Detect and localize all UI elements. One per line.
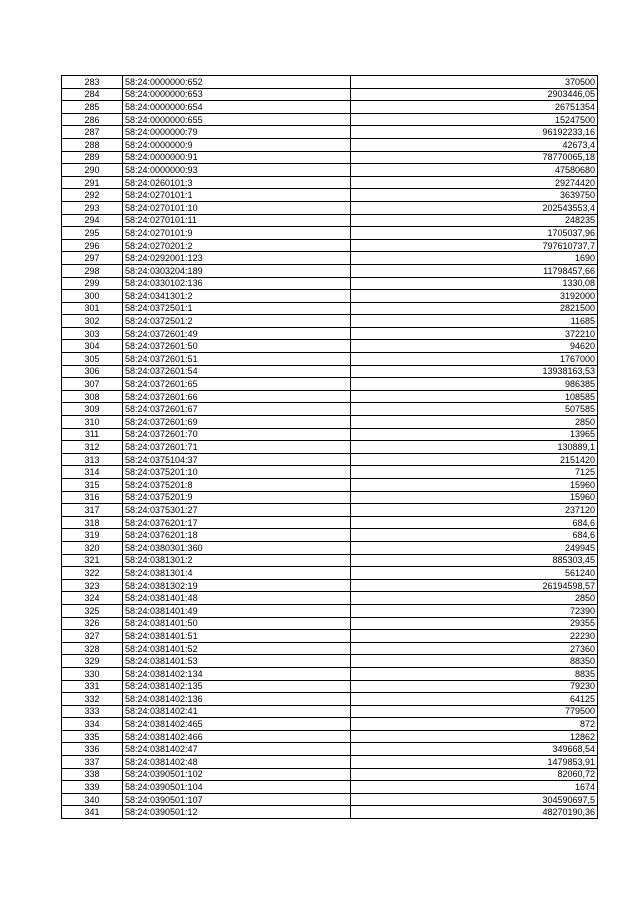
row-number-cell: 333: [62, 705, 123, 718]
table-row: [62, 290, 598, 303]
row-number-cell: 321: [62, 554, 123, 567]
cadastral-number-cell: 58:24:0000000:652: [123, 76, 351, 89]
table-row: [62, 617, 598, 630]
cadastral-number-cell: 58:24:0376201:18: [123, 529, 351, 542]
row-number-cell: 326: [62, 617, 123, 630]
table-row: [62, 718, 598, 731]
row-number-cell: 308: [62, 390, 123, 403]
cadastral-number-cell: 58:24:0375201:8: [123, 479, 351, 492]
table-row: [62, 541, 598, 554]
table-row: [62, 227, 598, 240]
table-row: [62, 164, 598, 177]
cadastral-number-cell: 58:24:0292001:123: [123, 252, 351, 265]
cadastral-number-cell: 58:24:0372601:49: [123, 327, 351, 340]
value-cell: 202543553,4: [351, 201, 598, 214]
cadastral-number-cell: 58:24:0390501:104: [123, 781, 351, 794]
table-row: [62, 113, 598, 126]
table-row: [62, 479, 598, 492]
cadastral-number-cell: 58:24:0000000:79: [123, 126, 351, 139]
value-cell: 88350: [351, 655, 598, 668]
cadastral-number-cell: 58:24:0381401:52: [123, 642, 351, 655]
table-row: [62, 151, 598, 164]
cadastral-number-cell: 58:24:0372601:69: [123, 416, 351, 429]
row-number-cell: 323: [62, 579, 123, 592]
row-number-cell: 329: [62, 655, 123, 668]
table-row: [62, 88, 598, 101]
cadastral-number-cell: 58:24:0381402:135: [123, 680, 351, 693]
cadastral-number-cell: 58:24:0270101:1: [123, 189, 351, 202]
table-row: [62, 138, 598, 151]
value-cell: 15960: [351, 479, 598, 492]
table-row: [62, 353, 598, 366]
table-row: [62, 327, 598, 340]
row-number-cell: 288: [62, 138, 123, 151]
row-number-cell: 335: [62, 730, 123, 743]
row-number-cell: 336: [62, 743, 123, 756]
table-row: [62, 781, 598, 794]
value-cell: 13965: [351, 428, 598, 441]
row-number-cell: 322: [62, 567, 123, 580]
cadastral-number-cell: 58:24:0372601:54: [123, 365, 351, 378]
cadastral-number-cell: 58:24:0000000:93: [123, 164, 351, 177]
cadastral-number-cell: 58:24:0381401:49: [123, 604, 351, 617]
cadastral-number-cell: 58:24:0260101:3: [123, 176, 351, 189]
row-number-cell: 304: [62, 340, 123, 353]
table-row: [62, 743, 598, 756]
value-cell: 79230: [351, 680, 598, 693]
row-number-cell: 330: [62, 667, 123, 680]
row-number-cell: 307: [62, 378, 123, 391]
table-row: [62, 365, 598, 378]
value-cell: 72390: [351, 604, 598, 617]
value-cell: 248235: [351, 214, 598, 227]
cadastral-number-cell: 58:24:0381402:134: [123, 667, 351, 680]
cadastral-number-cell: 58:24:0341301:2: [123, 290, 351, 303]
value-cell: 94620: [351, 340, 598, 353]
cadastral-number-cell: 58:24:0390501:102: [123, 768, 351, 781]
value-cell: 1479853,91: [351, 756, 598, 769]
row-number-cell: 317: [62, 504, 123, 517]
value-cell: 29355: [351, 617, 598, 630]
table-row: [62, 529, 598, 542]
table-row: [62, 315, 598, 328]
value-cell: 26194598,57: [351, 579, 598, 592]
table-row: [62, 214, 598, 227]
table-row: [62, 428, 598, 441]
table-row: [62, 453, 598, 466]
row-number-cell: 320: [62, 541, 123, 554]
cadastral-number-cell: 58:24:0381402:48: [123, 756, 351, 769]
cadastral-number-cell: 58:24:0390501:12: [123, 806, 351, 819]
table-row: [62, 655, 598, 668]
value-cell: 108585: [351, 390, 598, 403]
value-cell: 48270190,36: [351, 806, 598, 819]
value-cell: 7125: [351, 466, 598, 479]
value-cell: 2850: [351, 416, 598, 429]
cadastral-number-cell: 58:24:0381301:4: [123, 567, 351, 580]
table-row: [62, 302, 598, 315]
value-cell: 1330,08: [351, 277, 598, 290]
row-number-cell: 319: [62, 529, 123, 542]
value-cell: 872: [351, 718, 598, 731]
value-cell: 797610737,7: [351, 239, 598, 252]
row-number-cell: 312: [62, 441, 123, 454]
table-row: [62, 378, 598, 391]
value-cell: 885303,45: [351, 554, 598, 567]
cadastral-number-cell: 58:24:0381402:466: [123, 730, 351, 743]
row-number-cell: 338: [62, 768, 123, 781]
table-row: [62, 340, 598, 353]
table-row: [62, 441, 598, 454]
cadastral-number-cell: 58:24:0372601:65: [123, 378, 351, 391]
cadastral-number-cell: 58:24:0381401:50: [123, 617, 351, 630]
cadastral-number-cell: 58:24:0372601:67: [123, 403, 351, 416]
row-number-cell: 292: [62, 189, 123, 202]
value-cell: 507585: [351, 403, 598, 416]
table-row: [62, 768, 598, 781]
cadastral-number-cell: 58:24:0372501:1: [123, 302, 351, 315]
row-number-cell: 298: [62, 264, 123, 277]
cadastral-number-cell: 58:24:0000000:91: [123, 151, 351, 164]
row-number-cell: 300: [62, 290, 123, 303]
table-row: [62, 239, 598, 252]
cadastral-number-cell: 58:24:0376201:17: [123, 516, 351, 529]
cadastral-number-cell: 58:24:0381402:47: [123, 743, 351, 756]
table-row: [62, 667, 598, 680]
row-number-cell: 283: [62, 76, 123, 89]
cadastral-number-cell: 58:24:0270201:2: [123, 239, 351, 252]
cadastral-number-cell: 58:24:0372601:66: [123, 390, 351, 403]
row-number-cell: 311: [62, 428, 123, 441]
table-row: [62, 390, 598, 403]
table-row: [62, 466, 598, 479]
cadastral-number-cell: 58:24:0372601:50: [123, 340, 351, 353]
row-number-cell: 295: [62, 227, 123, 240]
cadastral-number-cell: 58:24:0270101:11: [123, 214, 351, 227]
cadastral-number-cell: 58:24:0372501:2: [123, 315, 351, 328]
table-row: [62, 567, 598, 580]
cadastral-number-cell: 58:24:0381302:19: [123, 579, 351, 592]
cadastral-number-cell: 58:24:0381402:136: [123, 693, 351, 706]
row-number-cell: 314: [62, 466, 123, 479]
value-cell: 2821500: [351, 302, 598, 315]
row-number-cell: 306: [62, 365, 123, 378]
value-cell: 2903446,05: [351, 88, 598, 101]
value-cell: 3192000: [351, 290, 598, 303]
value-cell: 684,6: [351, 516, 598, 529]
table-body: [62, 76, 598, 819]
cadastral-number-cell: 58:24:0000000:655: [123, 113, 351, 126]
row-number-cell: 332: [62, 693, 123, 706]
table-row: [62, 680, 598, 693]
table-row: [62, 176, 598, 189]
value-cell: 82060,72: [351, 768, 598, 781]
cadastral-number-cell: 58:24:0381301:2: [123, 554, 351, 567]
value-cell: 15247500: [351, 113, 598, 126]
cadastral-number-cell: 58:24:0000000:654: [123, 101, 351, 114]
value-cell: 47580680: [351, 164, 598, 177]
table-row: [62, 793, 598, 806]
row-number-cell: 328: [62, 642, 123, 655]
cadastral-number-cell: 58:24:0372601:71: [123, 441, 351, 454]
table-row: [62, 201, 598, 214]
table-row: [62, 126, 598, 139]
table-row: [62, 579, 598, 592]
row-number-cell: 296: [62, 239, 123, 252]
value-cell: 2850: [351, 592, 598, 605]
row-number-cell: 325: [62, 604, 123, 617]
table-row: [62, 642, 598, 655]
table-row: [62, 730, 598, 743]
value-cell: 42673,4: [351, 138, 598, 151]
row-number-cell: 315: [62, 479, 123, 492]
value-cell: 2151420: [351, 453, 598, 466]
value-cell: 1690: [351, 252, 598, 265]
cadastral-number-cell: 58:24:0375301:27: [123, 504, 351, 517]
table-row: [62, 277, 598, 290]
table-row: [62, 516, 598, 529]
value-cell: 11798457,66: [351, 264, 598, 277]
value-cell: 22230: [351, 630, 598, 643]
table-row: [62, 806, 598, 819]
table-row: [62, 416, 598, 429]
row-number-cell: 313: [62, 453, 123, 466]
cadastral-number-cell: 58:24:0375201:10: [123, 466, 351, 479]
value-cell: 130889,1: [351, 441, 598, 454]
row-number-cell: 337: [62, 756, 123, 769]
row-number-cell: 331: [62, 680, 123, 693]
row-number-cell: 327: [62, 630, 123, 643]
row-number-cell: 316: [62, 491, 123, 504]
cadastral-number-cell: 58:24:0330102:136: [123, 277, 351, 290]
cadastral-number-cell: 58:24:0270101:10: [123, 201, 351, 214]
row-number-cell: 318: [62, 516, 123, 529]
table-row: [62, 705, 598, 718]
cadastral-number-cell: 58:24:0381401:51: [123, 630, 351, 643]
row-number-cell: 289: [62, 151, 123, 164]
cadastral-number-cell: 58:24:0375201:9: [123, 491, 351, 504]
value-cell: 64125: [351, 693, 598, 706]
cadastral-number-cell: 58:24:0390501:107: [123, 793, 351, 806]
cadastral-number-cell: 58:24:0372601:51: [123, 353, 351, 366]
value-cell: 561240: [351, 567, 598, 580]
value-cell: 26751354: [351, 101, 598, 114]
cadastral-number-cell: 58:24:0303204:189: [123, 264, 351, 277]
row-number-cell: 284: [62, 88, 123, 101]
value-cell: 8835: [351, 667, 598, 680]
row-number-cell: 293: [62, 201, 123, 214]
table-row: [62, 756, 598, 769]
value-cell: 15960: [351, 491, 598, 504]
value-cell: 779500: [351, 705, 598, 718]
table-row: [62, 264, 598, 277]
row-number-cell: 334: [62, 718, 123, 731]
row-number-cell: 301: [62, 302, 123, 315]
cadastral-number-cell: 58:24:0381402:465: [123, 718, 351, 731]
value-cell: 29274420: [351, 176, 598, 189]
row-number-cell: 297: [62, 252, 123, 265]
value-cell: 96192233,16: [351, 126, 598, 139]
value-cell: 78770065,18: [351, 151, 598, 164]
cadastral-number-cell: 58:24:0375104:37: [123, 453, 351, 466]
table-row: [62, 630, 598, 643]
row-number-cell: 339: [62, 781, 123, 794]
row-number-cell: 310: [62, 416, 123, 429]
value-cell: 304590697,5: [351, 793, 598, 806]
value-cell: 3639750: [351, 189, 598, 202]
table-row: [62, 403, 598, 416]
value-cell: 13938163,53: [351, 365, 598, 378]
value-cell: 684,6: [351, 529, 598, 542]
row-number-cell: 340: [62, 793, 123, 806]
table-row: [62, 76, 598, 89]
table-row: [62, 101, 598, 114]
row-number-cell: 286: [62, 113, 123, 126]
cadastral-number-cell: 58:24:0380301:360: [123, 541, 351, 554]
table-row: [62, 592, 598, 605]
table-row: [62, 604, 598, 617]
row-number-cell: 305: [62, 353, 123, 366]
row-number-cell: 290: [62, 164, 123, 177]
table-row: [62, 252, 598, 265]
value-cell: 27360: [351, 642, 598, 655]
row-number-cell: 341: [62, 806, 123, 819]
cadastral-number-cell: 58:24:0381401:53: [123, 655, 351, 668]
value-cell: 237120: [351, 504, 598, 517]
row-number-cell: 287: [62, 126, 123, 139]
row-number-cell: 294: [62, 214, 123, 227]
row-number-cell: 299: [62, 277, 123, 290]
table-row: [62, 554, 598, 567]
cadastral-number-cell: 58:24:0381402:41: [123, 705, 351, 718]
value-cell: 1767000: [351, 353, 598, 366]
row-number-cell: 324: [62, 592, 123, 605]
value-cell: 372210: [351, 327, 598, 340]
value-cell: 11685: [351, 315, 598, 328]
value-cell: 986385: [351, 378, 598, 391]
value-cell: 1674: [351, 781, 598, 794]
cadastral-number-cell: 58:24:0381401:48: [123, 592, 351, 605]
cadastral-number-cell: 58:24:0270101:9: [123, 227, 351, 240]
row-number-cell: 285: [62, 101, 123, 114]
row-number-cell: 303: [62, 327, 123, 340]
cadastral-number-cell: 58:24:0000000:653: [123, 88, 351, 101]
value-cell: 12862: [351, 730, 598, 743]
data-table: [61, 75, 598, 819]
cadastral-number-cell: 58:24:0372601:70: [123, 428, 351, 441]
table-row: [62, 693, 598, 706]
table-row: [62, 491, 598, 504]
cadastral-number-cell: 58:24:0000000:9: [123, 138, 351, 151]
table-row: [62, 504, 598, 517]
row-number-cell: 291: [62, 176, 123, 189]
row-number-cell: 309: [62, 403, 123, 416]
value-cell: 1705037,96: [351, 227, 598, 240]
value-cell: 249945: [351, 541, 598, 554]
value-cell: 349668,54: [351, 743, 598, 756]
table-row: [62, 189, 598, 202]
value-cell: 370500: [351, 76, 598, 89]
row-number-cell: 302: [62, 315, 123, 328]
